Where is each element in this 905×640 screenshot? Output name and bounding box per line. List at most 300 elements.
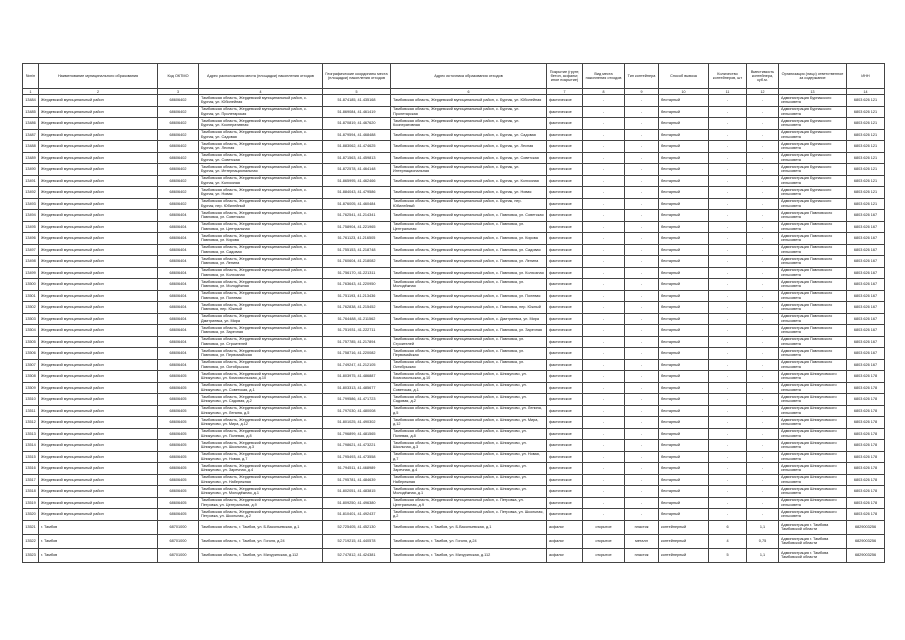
oktmo-code: 68606404: [158, 233, 199, 245]
inn: 6803 626 121: [847, 198, 885, 210]
site-type: -: [583, 256, 625, 268]
oktmo-code: 68606404: [158, 290, 199, 302]
municipality-name: Жердевский муниципальный район: [39, 198, 158, 210]
surface-type: фактическое: [547, 451, 583, 463]
responsible-organization: Администрация Бурнакского сельсовета: [779, 164, 847, 176]
inn: 6803 626 121: [847, 118, 885, 130]
container-count: -: [709, 405, 747, 417]
header-cell: ИНН: [847, 64, 885, 89]
inn: 6803 626 121: [847, 175, 885, 187]
removal-method: бестарный: [659, 394, 709, 406]
coordinates: 51.876005, 41.460484: [323, 198, 391, 210]
site-address: Тамбовская область, Жердевский муниципальный район, с. Петровка, ул. Школьная, д.2: [199, 509, 323, 521]
container-volume: -: [747, 118, 779, 130]
source-address: Тамбовская область, Жердевский муниципальный район, с. Павловка, ул. Кирова: [391, 233, 547, 245]
site-address: Тамбовская область, Жердевский муниципальный район, с. Дмитриевка, ул. Мира: [199, 313, 323, 325]
site-type: -: [583, 336, 625, 348]
site-type: открытое: [583, 534, 625, 548]
coordinates: 51.755153, 41.218748: [323, 244, 391, 256]
container-count: -: [709, 302, 747, 314]
container-type: -: [625, 348, 659, 360]
responsible-organization: Администрация Бурнакского сельсовета: [779, 95, 847, 107]
site-address: Тамбовская область, Жердевский муниципальный район, с. Павловка, ул. Садовая: [199, 244, 323, 256]
site-type: -: [583, 267, 625, 279]
inn: 6803 626 167: [847, 256, 885, 268]
container-volume: -: [747, 394, 779, 406]
registry-sheet: [22, 63, 884, 563]
row-number: 13520: [23, 509, 39, 521]
container-count: -: [709, 187, 747, 199]
responsible-organization: Администрация Бурнакского сельсовета: [779, 106, 847, 118]
container-volume: -: [747, 279, 779, 291]
row-number: 13518: [23, 486, 39, 498]
container-count: -: [709, 325, 747, 337]
source-address: Тамбовская область, Жердевский муниципальный район, с. Бурнак, пер. Юбилейный: [391, 198, 547, 210]
coordinates: 51.883062, 41.474625: [323, 141, 391, 153]
container-volume: -: [747, 382, 779, 394]
table-row: [23, 325, 885, 337]
header-cell: Организация (лицо) ответственное за содержание: [779, 64, 847, 89]
surface-type: фактическое: [547, 417, 583, 429]
row-number: 13488: [23, 141, 39, 153]
container-type: -: [625, 451, 659, 463]
container-count: -: [709, 497, 747, 509]
row-number: 13495: [23, 221, 39, 233]
inn: 6803 626 121: [847, 164, 885, 176]
oktmo-code: 68606402: [158, 175, 199, 187]
oktmo-code: 68606405: [158, 394, 199, 406]
coordinates: 51.809250, 41.496380: [323, 497, 391, 509]
municipality-name: Жердевский муниципальный район: [39, 141, 158, 153]
inn: 6803 626 178: [847, 371, 885, 383]
responsible-organization: Администрация Шпикуловского сельсовета: [779, 451, 847, 463]
coordinates: 51.756170, 41.221311: [323, 267, 391, 279]
municipality-name: Жердевский муниципальный район: [39, 210, 158, 222]
column-number: 10: [659, 89, 709, 95]
source-address: Тамбовская область, Жердевский муниципальный район, с. Бурнак, ул. Садовая: [391, 129, 547, 141]
coordinates: 51.763643, 41.220950: [323, 279, 391, 291]
table-row: [23, 534, 885, 548]
container-count: -: [709, 198, 747, 210]
container-type: -: [625, 164, 659, 176]
container-count: -: [709, 129, 747, 141]
container-volume: -: [747, 198, 779, 210]
container-volume: -: [747, 451, 779, 463]
table-row: [23, 394, 885, 406]
responsible-organization: Администрация Павловского сельсовета: [779, 290, 847, 302]
coordinates: 51.796899, 41.481565: [323, 428, 391, 440]
oktmo-code: 68606402: [158, 106, 199, 118]
municipality-name: Жердевский муниципальный район: [39, 348, 158, 360]
container-count: -: [709, 359, 747, 371]
table-row: [23, 497, 885, 509]
inn: 6803 626 167: [847, 290, 885, 302]
site-address: Тамбовская область, Жердевский муниципальный район, с. Павловка, ул. Первомайская: [199, 348, 323, 360]
oktmo-code: 68606405: [158, 509, 199, 521]
container-count: -: [709, 486, 747, 498]
container-count: -: [709, 267, 747, 279]
column-number: 11: [709, 89, 747, 95]
table-row: [23, 428, 885, 440]
source-address: Тамбовская область, Жердевский муниципальный район, с. Шпикулово, ул. Полевая, д.8: [391, 428, 547, 440]
table-row: [23, 313, 885, 325]
container-count: 5: [709, 548, 747, 562]
container-type: -: [625, 394, 659, 406]
municipality-name: г. Тамбов: [39, 520, 158, 534]
container-type: -: [625, 509, 659, 521]
municipality-name: Жердевский муниципальный район: [39, 405, 158, 417]
inn: 6829003256: [847, 520, 885, 534]
responsible-organization: Администрация Шпикуловского сельсовета: [779, 394, 847, 406]
removal-method: бестарный: [659, 279, 709, 291]
header-cell: Географические координаты места (площадки) накопления отходов: [323, 64, 391, 89]
oktmo-code: 68606404: [158, 256, 199, 268]
municipality-name: Жердевский муниципальный район: [39, 451, 158, 463]
municipality-name: Жердевский муниципальный район: [39, 509, 158, 521]
coordinates: 51.758716, 41.220082: [323, 348, 391, 360]
header-cell: Способ вывоза: [659, 64, 709, 89]
removal-method: бестарный: [659, 187, 709, 199]
container-volume: -: [747, 221, 779, 233]
container-count: 4: [709, 534, 747, 548]
container-count: -: [709, 256, 747, 268]
column-number: 12: [747, 89, 779, 95]
surface-type: фактическое: [547, 382, 583, 394]
surface-type: фактическое: [547, 509, 583, 521]
oktmo-code: 68606402: [158, 95, 199, 107]
responsible-organization: Администрация Павловского сельсовета: [779, 256, 847, 268]
removal-method: бестарный: [659, 382, 709, 394]
container-volume: -: [747, 290, 779, 302]
container-volume: -: [747, 428, 779, 440]
container-volume: -: [747, 486, 779, 498]
municipality-name: Жердевский муниципальный район: [39, 267, 158, 279]
source-address: Тамбовская область, Жердевский муниципальный район, с. Бурнак, ул. Лесная: [391, 141, 547, 153]
table-row: [23, 463, 885, 475]
container-type: -: [625, 256, 659, 268]
site-type: -: [583, 106, 625, 118]
container-type: пластик: [625, 520, 659, 534]
oktmo-code: 68606404: [158, 210, 199, 222]
oktmo-code: 68606404: [158, 244, 199, 256]
container-volume: -: [747, 152, 779, 164]
site-type: -: [583, 152, 625, 164]
site-address: Тамбовская область, Жердевский муниципальный район, с. Шпикулово, ул. Школьная, д.3: [199, 440, 323, 452]
oktmo-code: 68701000: [158, 548, 199, 562]
inn: 6803 626 178: [847, 486, 885, 498]
source-address: Тамбовская область, Жердевский муниципальный район, с. Павловка, ул. Ленина: [391, 256, 547, 268]
source-address: Тамбовская область, Жердевский муниципальный район, с. Шпикулово, ул. Садовая, д.2: [391, 394, 547, 406]
coordinates: 51.795781, 41.484639: [323, 474, 391, 486]
site-type: -: [583, 451, 625, 463]
source-address: Тамбовская область, Жердевский муниципальный район, с. Шпикулово, ул. Ленина, д.5: [391, 405, 547, 417]
responsible-organization: Администрация Шпикуловского сельсовета: [779, 463, 847, 475]
removal-method: бестарный: [659, 152, 709, 164]
responsible-organization: Администрация Шпикуловского сельсовета: [779, 486, 847, 498]
source-address: Тамбовская область, Жердевский муниципальный район, с. Шпикулово, ул. Школьная, д.3: [391, 440, 547, 452]
site-address: Тамбовская область, Жердевский муниципальный район, с. Павловка, ул. Октябрьская: [199, 359, 323, 371]
surface-type: фактическое: [547, 313, 583, 325]
source-address: Тамбовская область, Жердевский муниципальный район, с. Шпикулово, ул. Мира, д.12: [391, 417, 547, 429]
coordinates: 51.802051, 41.483815: [323, 486, 391, 498]
removal-method: бестарный: [659, 210, 709, 222]
surface-type: фактическое: [547, 95, 583, 107]
site-address: Тамбовская область, Жердевский муниципальный район, с. Павловка, ул. Строителей: [199, 336, 323, 348]
inn: 6803 626 178: [847, 497, 885, 509]
removal-method: бестарный: [659, 290, 709, 302]
municipality-name: Жердевский муниципальный район: [39, 394, 158, 406]
column-number: 9: [625, 89, 659, 95]
container-volume: -: [747, 497, 779, 509]
container-volume: -: [747, 336, 779, 348]
inn: 6803 626 167: [847, 302, 885, 314]
container-count: -: [709, 210, 747, 222]
surface-type: фактическое: [547, 428, 583, 440]
source-address: Тамбовская область, Жердевский муниципальный район, с. Бурнак, ул. Кооперативная: [391, 118, 547, 130]
inn: 6803 626 167: [847, 267, 885, 279]
responsible-organization: Администрация Павловского сельсовета: [779, 359, 847, 371]
container-count: -: [709, 118, 747, 130]
municipality-name: Жердевский муниципальный район: [39, 118, 158, 130]
responsible-organization: Администрация Шпикуловского сельсовета: [779, 382, 847, 394]
column-number: 3: [158, 89, 199, 95]
container-type: -: [625, 428, 659, 440]
container-count: -: [709, 95, 747, 107]
responsible-organization: Администрация Павловского сельсовета: [779, 279, 847, 291]
surface-type: фактическое: [547, 141, 583, 153]
surface-type: фактическое: [547, 233, 583, 245]
coordinates: 51.801025, 41.490302: [323, 417, 391, 429]
table-row: [23, 267, 885, 279]
municipality-name: Жердевский муниципальный район: [39, 221, 158, 233]
responsible-organization: Администрация Павловского сельсовета: [779, 221, 847, 233]
source-address: Тамбовская область, Жердевский муниципальный район, с. Петровка, ул. Центральная, д.9: [391, 497, 547, 509]
inn: 6829003256: [847, 534, 885, 548]
container-count: -: [709, 141, 747, 153]
row-number: 13490: [23, 164, 39, 176]
site-type: -: [583, 302, 625, 314]
removal-method: контейнерный: [659, 534, 709, 548]
inn: 6803 626 178: [847, 440, 885, 452]
oktmo-code: 68606404: [158, 267, 199, 279]
site-address: Тамбовская область, Жердевский муниципальный район, с. Шпикулово, ул. Полевая, д.8: [199, 428, 323, 440]
row-number: 13494: [23, 210, 39, 222]
row-number: 13484: [23, 95, 39, 107]
container-volume: 0,75: [747, 534, 779, 548]
column-number: 5: [323, 89, 391, 95]
oktmo-code: 68606402: [158, 141, 199, 153]
oktmo-code: 68606404: [158, 221, 199, 233]
oktmo-code: 68606405: [158, 428, 199, 440]
container-type: -: [625, 95, 659, 107]
municipality-name: Жердевский муниципальный район: [39, 175, 158, 187]
site-type: -: [583, 279, 625, 291]
site-address: Тамбовская область, Жердевский муниципальный район, с. Бурнак, ул. Пролетарская: [199, 106, 323, 118]
responsible-organization: Администрация Шпикуловского сельсовета: [779, 417, 847, 429]
column-number: 14: [847, 89, 885, 95]
container-volume: -: [747, 106, 779, 118]
table-row: [23, 221, 885, 233]
inn: 6803 626 121: [847, 106, 885, 118]
source-address: Тамбовская область, Жердевский муниципальный район, с. Бурнак, ул. Интернациональная: [391, 164, 547, 176]
removal-method: бестарный: [659, 497, 709, 509]
surface-type: фактическое: [547, 256, 583, 268]
surface-type: фактическое: [547, 325, 583, 337]
removal-method: бестарный: [659, 164, 709, 176]
surface-type: фактическое: [547, 302, 583, 314]
responsible-organization: Администрация Бурнакского сельсовета: [779, 129, 847, 141]
site-type: -: [583, 382, 625, 394]
container-volume: 1,1: [747, 548, 779, 562]
site-type: -: [583, 348, 625, 360]
oktmo-code: 68606404: [158, 359, 199, 371]
container-type: -: [625, 187, 659, 199]
municipality-name: Жердевский муниципальный район: [39, 279, 158, 291]
oktmo-code: 68701000: [158, 534, 199, 548]
site-type: -: [583, 187, 625, 199]
surface-type: фактическое: [547, 175, 583, 187]
removal-method: бестарный: [659, 244, 709, 256]
waste-sites-table: [22, 63, 885, 563]
responsible-organization: Администрация г. Тамбова Тамбовской области: [779, 548, 847, 562]
removal-method: контейнерный: [659, 520, 709, 534]
site-type: открытое: [583, 520, 625, 534]
coordinates: 52.725405, 41.452130: [323, 520, 391, 534]
municipality-name: Жердевский муниципальный район: [39, 187, 158, 199]
municipality-name: Жердевский муниципальный район: [39, 313, 158, 325]
removal-method: бестарный: [659, 486, 709, 498]
municipality-name: Жердевский муниципальный район: [39, 474, 158, 486]
removal-method: бестарный: [659, 348, 709, 360]
table-row: [23, 152, 885, 164]
site-type: -: [583, 359, 625, 371]
removal-method: бестарный: [659, 440, 709, 452]
site-address: Тамбовская область, Жердевский муниципальный район, с. Шпикулово, ул. Заречная, д.4: [199, 463, 323, 475]
row-number: 13513: [23, 428, 39, 440]
site-type: -: [583, 164, 625, 176]
source-address: Тамбовская область, Жердевский муниципальный район, с. Павловка, ул. Полевая: [391, 290, 547, 302]
site-type: -: [583, 175, 625, 187]
source-address: Тамбовская область, Жердевский муниципальный район, с. Павловка, ул. Октябрьская: [391, 359, 547, 371]
container-type: -: [625, 141, 659, 153]
site-address: Тамбовская область, Жердевский муниципальный район, с. Шпикулово, ул. Новая, д.7: [199, 451, 323, 463]
coordinates: 51.865995, 41.462466: [323, 175, 391, 187]
surface-type: фактическое: [547, 118, 583, 130]
row-number: 13516: [23, 463, 39, 475]
row-number: 13514: [23, 440, 39, 452]
inn: 6803 626 178: [847, 382, 885, 394]
column-number: 6: [391, 89, 547, 95]
site-type: -: [583, 428, 625, 440]
surface-type: фактическое: [547, 221, 583, 233]
inn: 6803 626 167: [847, 279, 885, 291]
responsible-organization: Администрация Павловского сельсовета: [779, 244, 847, 256]
container-type: -: [625, 279, 659, 291]
responsible-organization: Администрация Бурнакского сельсовета: [779, 175, 847, 187]
site-type: -: [583, 325, 625, 337]
row-number: 13501: [23, 290, 39, 302]
municipality-name: Жердевский муниципальный район: [39, 486, 158, 498]
coordinates: 51.870819, 41.467620: [323, 118, 391, 130]
surface-type: асфальт: [547, 548, 583, 562]
row-number: 13500: [23, 279, 39, 291]
responsible-organization: Администрация г. Тамбова Тамбовской области: [779, 534, 847, 548]
removal-method: бестарный: [659, 118, 709, 130]
header-cell: №п/п: [23, 64, 39, 89]
site-type: -: [583, 509, 625, 521]
column-number: 2: [39, 89, 158, 95]
container-volume: -: [747, 371, 779, 383]
container-type: -: [625, 336, 659, 348]
site-type: -: [583, 486, 625, 498]
container-count: -: [709, 474, 747, 486]
responsible-organization: Администрация Павловского сельсовета: [779, 336, 847, 348]
site-type: -: [583, 417, 625, 429]
removal-method: бестарный: [659, 267, 709, 279]
municipality-name: Жердевский муниципальный район: [39, 244, 158, 256]
inn: 6803 626 178: [847, 405, 885, 417]
responsible-organization: Администрация Бурнакского сельсовета: [779, 141, 847, 153]
site-address: Тамбовская область, Жердевский муниципальный район, с. Бурнак, ул. Советская: [199, 152, 323, 164]
responsible-organization: Администрация Шпикуловского сельсовета: [779, 509, 847, 521]
container-count: -: [709, 336, 747, 348]
responsible-organization: Администрация Павловского сельсовета: [779, 313, 847, 325]
container-type: -: [625, 302, 659, 314]
coordinates: 51.760604, 41.218082: [323, 256, 391, 268]
container-volume: -: [747, 256, 779, 268]
responsible-organization: Администрация Павловского сельсовета: [779, 233, 847, 245]
row-number: 13486: [23, 118, 39, 130]
site-address: Тамбовская область, Жердевский муниципальный район, с. Павловка, пер. Южный: [199, 302, 323, 314]
oktmo-code: 68606405: [158, 371, 199, 383]
site-type: -: [583, 210, 625, 222]
municipality-name: г. Тамбов: [39, 548, 158, 562]
site-type: -: [583, 405, 625, 417]
container-type: -: [625, 359, 659, 371]
site-type: -: [583, 371, 625, 383]
row-number: 13506: [23, 348, 39, 360]
container-volume: -: [747, 129, 779, 141]
container-type: -: [625, 175, 659, 187]
row-number: 13492: [23, 187, 39, 199]
site-address: Тамбовская область, Жердевский муниципальный район, с. Павловка, ул. Ленина: [199, 256, 323, 268]
row-number: 13505: [23, 336, 39, 348]
responsible-organization: Администрация г. Тамбова Тамбовской области: [779, 520, 847, 534]
removal-method: бестарный: [659, 451, 709, 463]
inn: 6803 626 121: [847, 141, 885, 153]
source-address: Тамбовская область, Жердевский муниципальный район, с. Павловка, ул. Садовая: [391, 244, 547, 256]
oktmo-code: 68701000: [158, 520, 199, 534]
site-type: -: [583, 244, 625, 256]
row-number: 13512: [23, 417, 39, 429]
header-cell: Покрытие (грунт, бетон, асфальт, иное покрытие): [547, 64, 583, 89]
inn: 6803 626 178: [847, 428, 885, 440]
source-address: Тамбовская область, Жердевский муниципальный район, с. Павловка, ул. Заречная: [391, 325, 547, 337]
container-volume: -: [747, 187, 779, 199]
table-row: [23, 371, 885, 383]
coordinates: 51.794511, 41.468989: [323, 463, 391, 475]
surface-type: фактическое: [547, 463, 583, 475]
site-address: Тамбовская область, Жердевский муниципальный район, с. Бурнак, пер. Юбилейный: [199, 198, 323, 210]
site-address: Тамбовская область, Жердевский муниципальный район, с. Шпикулово, ул. Молодёжная, д.1: [199, 486, 323, 498]
oktmo-code: 68606405: [158, 497, 199, 509]
container-count: -: [709, 106, 747, 118]
row-number: 13498: [23, 256, 39, 268]
container-count: -: [709, 417, 747, 429]
coordinates: 51.810401, 41.492437: [323, 509, 391, 521]
container-count: -: [709, 509, 747, 521]
removal-method: бестарный: [659, 106, 709, 118]
